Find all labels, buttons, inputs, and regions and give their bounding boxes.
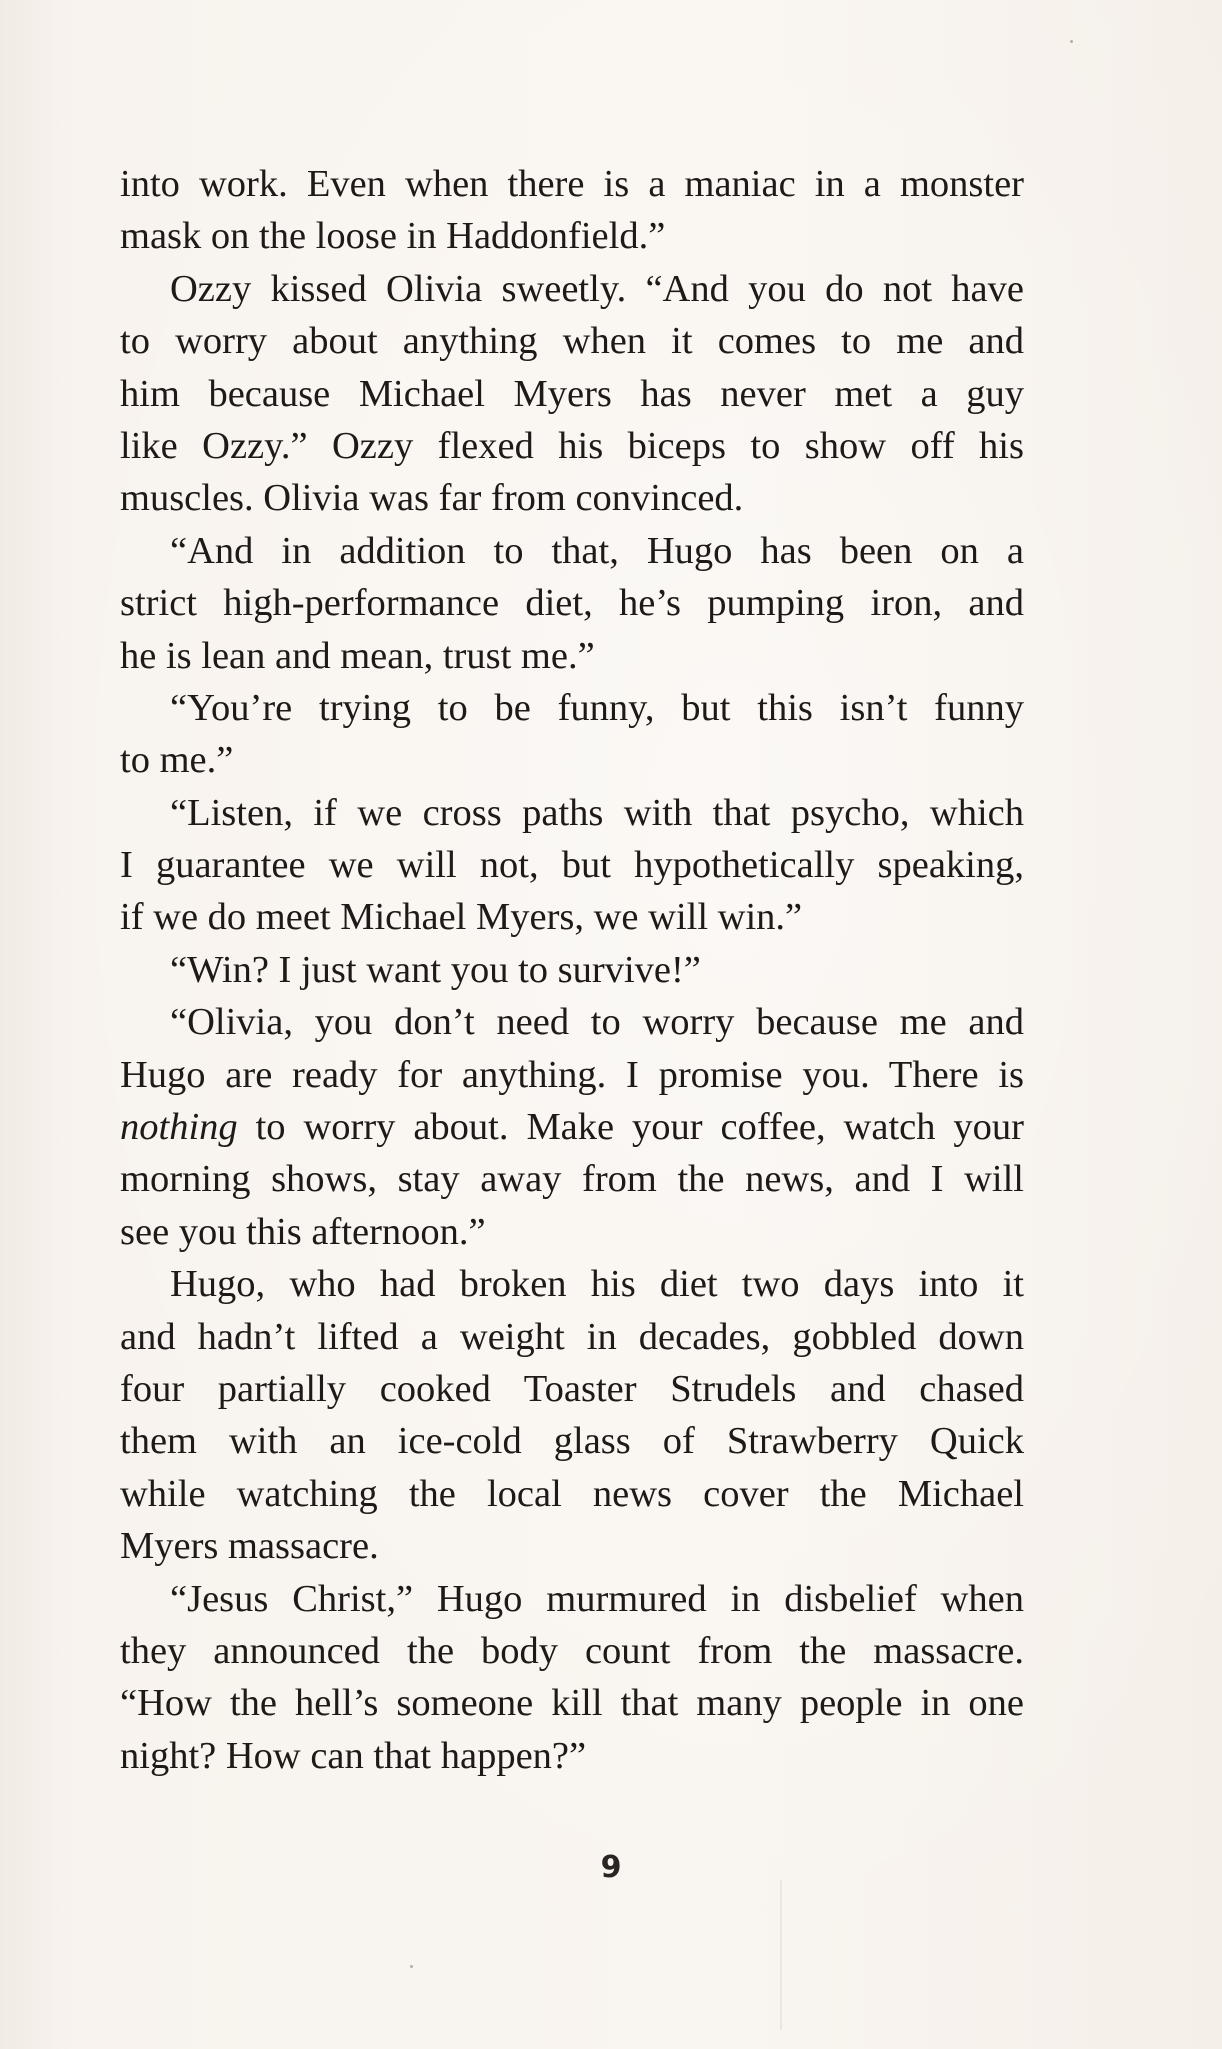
text-line: to worry about anything when it comes to me and [120,320,1024,363]
text-line: four partially cooked Toaster Strudels and chased [120,1367,1024,1410]
text-line: they announced the body count from the massacre. [120,1629,1024,1672]
text-line: see you this afternoon.” [120,1210,486,1253]
text-line: “Win? I just want you to survive!” [170,948,701,991]
italic-word: nothing [120,1106,238,1149]
text-line: night? How can that happen?” [120,1734,587,1777]
text-line: if we do meet Michael Myers, we will win.” [120,896,803,939]
page-number: 9 [600,1850,622,1885]
text-line: “And in addition to that, Hugo has been on a [170,529,1024,572]
text-line: “How the hell’s someone kill that many people in one [120,1682,1024,1725]
text-line: “Listen, if we cross paths with that psycho, which [170,791,1024,834]
text-line: while watching the local news cover the Michael [120,1472,1024,1515]
paper-speck [410,1965,413,1968]
text-line: Hugo, who had broken his diet two days into it [170,1263,1024,1306]
text-line: strict high-performance diet, he’s pumping iron, and [120,582,1024,625]
text-line: them with an ice-cold glass of Strawberry Quick [120,1420,1024,1463]
paper-crease [780,1880,782,2030]
text-line [120,1101,1024,1153]
text-line: mask on the loose in Haddonfield.” [120,215,666,258]
text-line: to me.” [120,739,234,782]
paper-speck [1070,40,1073,43]
text-line: into work. Even when there is a maniac in a monster [120,163,1024,205]
body-text [120,158,1024,1782]
text-line: I guarantee we will not, but hypothetically speaking, [120,844,1024,887]
text-line-rest: to worry about. Make your coffee, watch your [237,1106,1024,1149]
text-line: him because Michael Myers has never met a guy [120,372,1024,415]
text-line: muscles. Olivia was far from convinced. [120,477,744,520]
text-line: Myers massacre. [120,1525,379,1568]
text-line: morning shows, stay away from the news, and I will [120,1158,1024,1201]
text-line: like Ozzy.” Ozzy flexed his biceps to show off his [120,424,1024,467]
text-line: and hadn’t lifted a weight in decades, gobbled down [120,1315,1024,1358]
text-line: “You’re trying to be funny, but this isn’t funny [170,686,1024,729]
text-line: Ozzy kissed Olivia sweetly. “And you do not have [170,267,1024,310]
text-line: “Jesus Christ,” Hugo murmured in disbelief when [170,1577,1024,1620]
text-line: he is lean and mean, trust me.” [120,634,595,677]
text-line: “Olivia, you don’t need to worry because me and [170,1001,1024,1044]
text-line: Hugo are ready for anything. I promise you. There is [120,1053,1024,1096]
